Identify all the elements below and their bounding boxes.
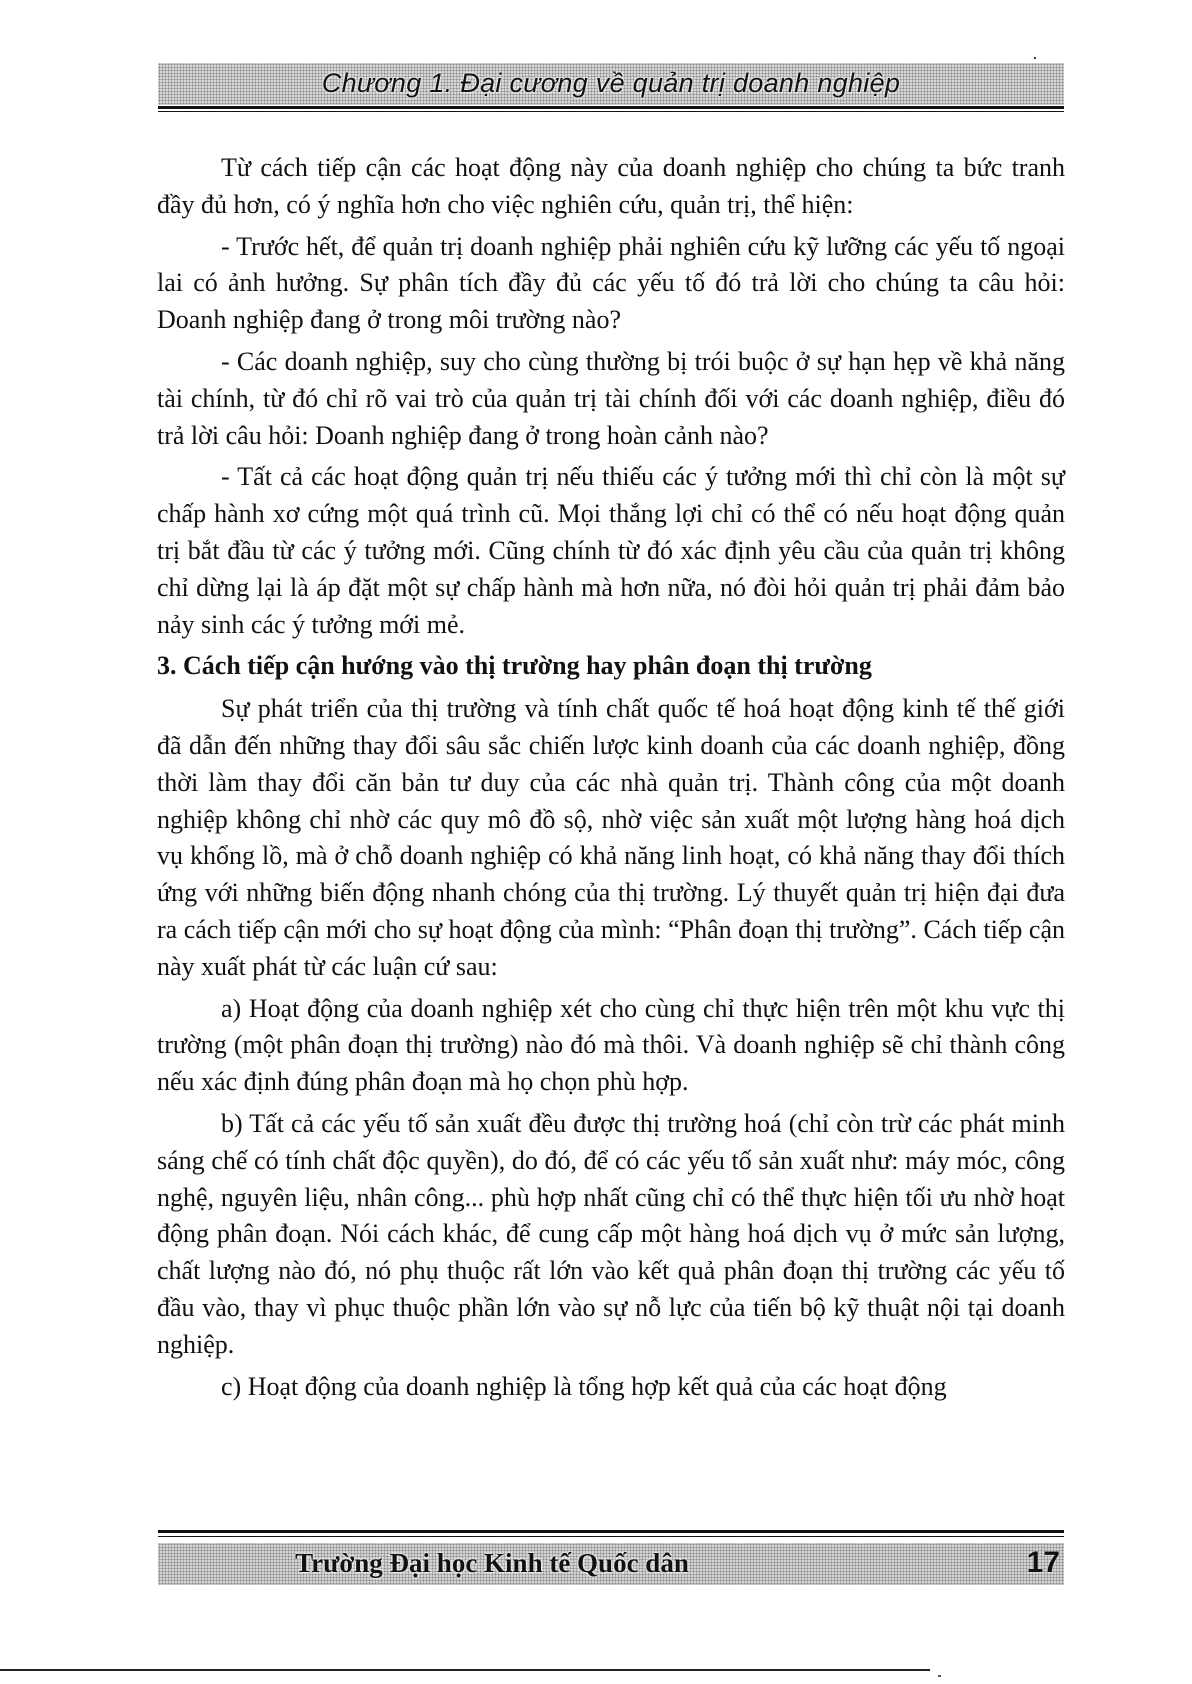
paragraph: - Trước hết, để quản trị doanh nghiệp phải nghiên cứu kỹ lưỡng các yếu tố ngoại lai có ảnh hưởng. Sự phân tích đầy đủ các yếu tố đó trả lời cho chúng ta câu hỏi: Doanh nghiệp đang ở trong môi trường nào? <box>157 231 1065 335</box>
paragraph: c) Hoạt động của doanh nghiệp là tổng hợp kết quả của các hoạt động <box>221 1371 947 1401</box>
scan-speck <box>938 1675 941 1677</box>
footer-rule-thin <box>158 1536 1064 1537</box>
page-body <box>157 150 1065 1410</box>
paragraph: b) Tất cả các yếu tố sản xuất đều được thị trường hoá (chỉ còn trừ các phát minh sáng chế có tính chất độc quyền), do đó, để có các yếu tố sản xuất như: máy móc, công nghệ, nguyên liệu, nhân công... phù hợp nhất cũng chỉ có thể thực hiện tối ưu nhờ hoạt động phân đoạn. Nói cách khác, để cung cấp một hàng hoá dịch vụ ở mức sản lượng, chất lượng nào đó, nó phụ thuộc rất lớn vào kết quả phân đoạn thị trường các yếu tố đầu vào, thay vì phục thuộc phần lớn vào sự nỗ lực của tiến bộ kỹ thuật nội tại doanh nghiệp. <box>157 1108 1065 1359</box>
paragraph: - Tất cả các hoạt động quản trị nếu thiếu các ý tưởng mới thì chỉ còn là một sự chấp hành xơ cứng một quá trình cũ. Mọi thắng lợi chỉ có thể có nếu hoạt động quản trị bắt đầu từ các ý tưởng mới. Cũng chính từ đó xác định yêu cầu của quản trị không chỉ dừng lại là áp đặt một sự chấp hành mà hơn nữa, nó đòi hỏi quản trị phải đảm bảo nảy sinh các ý tưởng mới mẻ. <box>157 462 1065 639</box>
chapter-title: Chương 1. Đại cương về quản trị doanh nghiệp <box>321 68 901 98</box>
paragraph: Sự phát triển của thị trường và tính chất quốc tế hoá hoạt động kinh tế thế giới đã dẫn đến những thay đổi sâu sắc chiến lược kinh doanh của các doanh nghiệp, đồng thời làm thay đổi căn bản tư duy của các nhà quản trị. Thành công của một doanh nghiệp không chỉ nhờ các quy mô đồ sộ, nhờ việc sản xuất một lượng hàng hoá dịch vụ khổng lồ, mà ở chỗ doanh nghiệp có khả năng linh hoạt, có khả năng thay đổi thích ứng với những biến động nhanh chóng của thị trường. Lý thuyết quản trị hiện đại đưa ra cách tiếp cận mới cho sự hoạt động của mình: “Phân đoạn thị trường”. Cách tiếp cận này xuất phát từ các luận cứ sau: <box>157 694 1065 981</box>
footer-rule <box>158 1530 1064 1533</box>
running-header <box>158 63 1064 105</box>
scan-speck <box>1034 57 1036 59</box>
paragraph: a) Hoạt động của doanh nghiệp xét cho cùng chỉ thực hiện trên một khu vực thị trường (một phân đoạn thị trường) nào đó mà thôi. Và doanh nghiệp sẽ chỉ thành công nếu xác định đúng phân đoạn mà họ chọn phù hợp. <box>157 993 1065 1097</box>
page-number: 17 <box>1026 1546 1060 1579</box>
scan-edge-line <box>0 1669 930 1671</box>
header-rule-thin <box>158 111 1064 112</box>
paragraph: - Các doanh nghiệp, suy cho cùng thường bị trói buộc ở sự hạn hẹp về khả năng tài chính, từ đó chỉ rõ vai trò của quản trị tài chính đối với các doanh nghiệp, điều đó trả lời câu hỏi: Doanh nghiệp đang ở trong hoàn cảnh nào? <box>157 346 1065 450</box>
paragraph: Từ cách tiếp cận các hoạt động này của doanh nghiệp cho chúng ta bức tranh đầy đủ hơn, có ý nghĩa hơn cho việc nghiên cứu, quản trị, thể hiện: <box>157 153 1065 219</box>
institution-name: Trường Đại học Kinh tế Quốc dân <box>295 1548 689 1578</box>
header-rule <box>158 106 1064 109</box>
section-heading: 3. Cách tiếp cận hướng vào thị trường hay phân đoạn thị trường <box>157 651 872 681</box>
